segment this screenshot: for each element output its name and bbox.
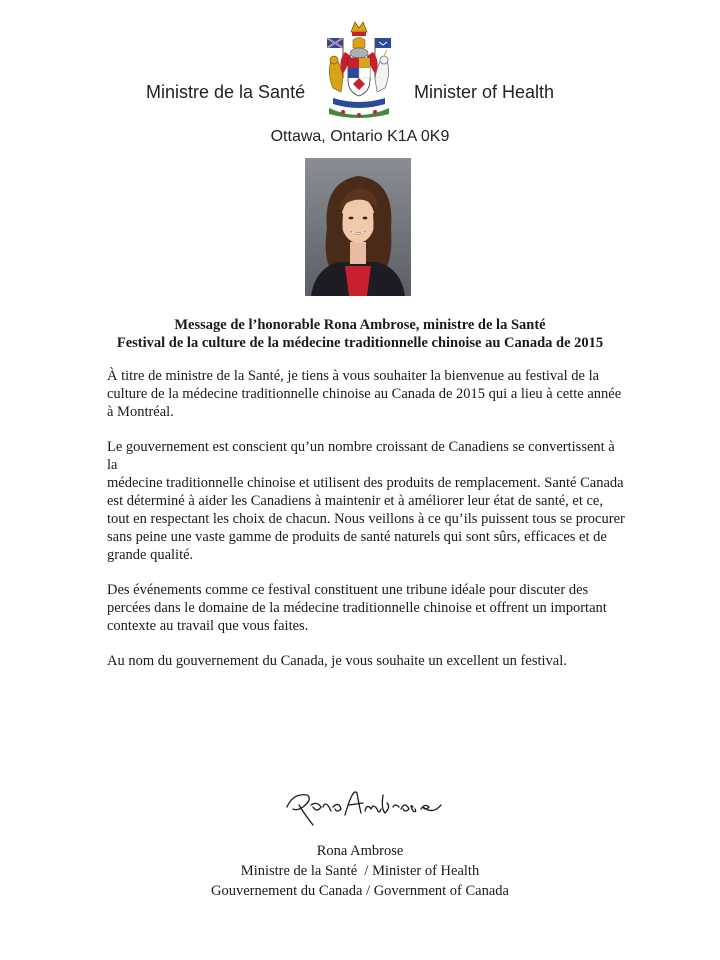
paragraph-line: grande qualité. [107, 547, 194, 563]
paragraph-government [107, 438, 627, 564]
minister-portrait-photo [305, 158, 411, 296]
message-body [107, 367, 627, 687]
paragraph-line: À titre de ministre de la Santé, je tiens à vous souhaiter la bienvenue au festival de la [107, 368, 600, 384]
paragraph-events [107, 581, 627, 635]
paragraph-welcome [107, 367, 627, 421]
paragraph-line: Le gouvernement est conscient qu’un nombre croissant de Canadiens se convertissent à la [107, 439, 615, 473]
signatory-organization: Gouvernement du Canada / Government of Canada [211, 883, 509, 899]
signature-block [0, 841, 720, 901]
paragraph-line: à Montréal. [107, 404, 174, 420]
letterhead-title-en: Minister of Health [414, 82, 555, 102]
signatory-name: Rona Ambrose [316, 843, 404, 859]
letterhead-title-fr: Ministre de la Santé [146, 82, 306, 102]
paragraph-line: contexte au travail que vous faites. [107, 618, 309, 634]
paragraph-line: tout en respectant les choix de chacun. Nous veillons à ce qu’ils puissent tous se procurer [107, 511, 625, 527]
message-heading [0, 316, 720, 352]
paragraph-closing [107, 652, 627, 670]
paragraph-line: percées dans le domaine de la médecine traditionnelle chinoise et offrent un important [107, 600, 607, 616]
letterhead-address: Ottawa, Ontario K1A 0K9 [270, 128, 450, 145]
message-heading-line-1: Message de l’honorable Rona Ambrose, ministre de la Santé [174, 317, 546, 333]
paragraph-line: Des événements comme ce festival constituent une tribune idéale pour discuter des [107, 582, 589, 598]
paragraph-line: sans peine une vaste gamme de produits de santé naturels qui sont sûrs, efficaces et de [107, 529, 607, 545]
paragraph-line: médecine traditionnelle chinoise et utilisent des produits de remplacement. Santé Canada [107, 475, 624, 491]
paragraph-line: culture de la médecine traditionnelle chinoise au Canada de 2015 qui a lieu à cette année [107, 386, 622, 402]
paragraph-line: Au nom du gouvernement du Canada, je vous souhaite un excellent un festival. [107, 653, 567, 669]
signatory-title: Ministre de la Santé / Minister of Health [240, 863, 480, 879]
paragraph-line: est déterminé à aider les Canadiens à maintenir et à améliorer leur état de santé, et ce, [107, 493, 603, 509]
coat-of-arms-of-canada-icon [319, 18, 399, 122]
message-heading-line-2: Festival de la culture de la médecine traditionnelle chinoise au Canada de 2015 [116, 335, 604, 351]
handwritten-signature [283, 785, 443, 835]
